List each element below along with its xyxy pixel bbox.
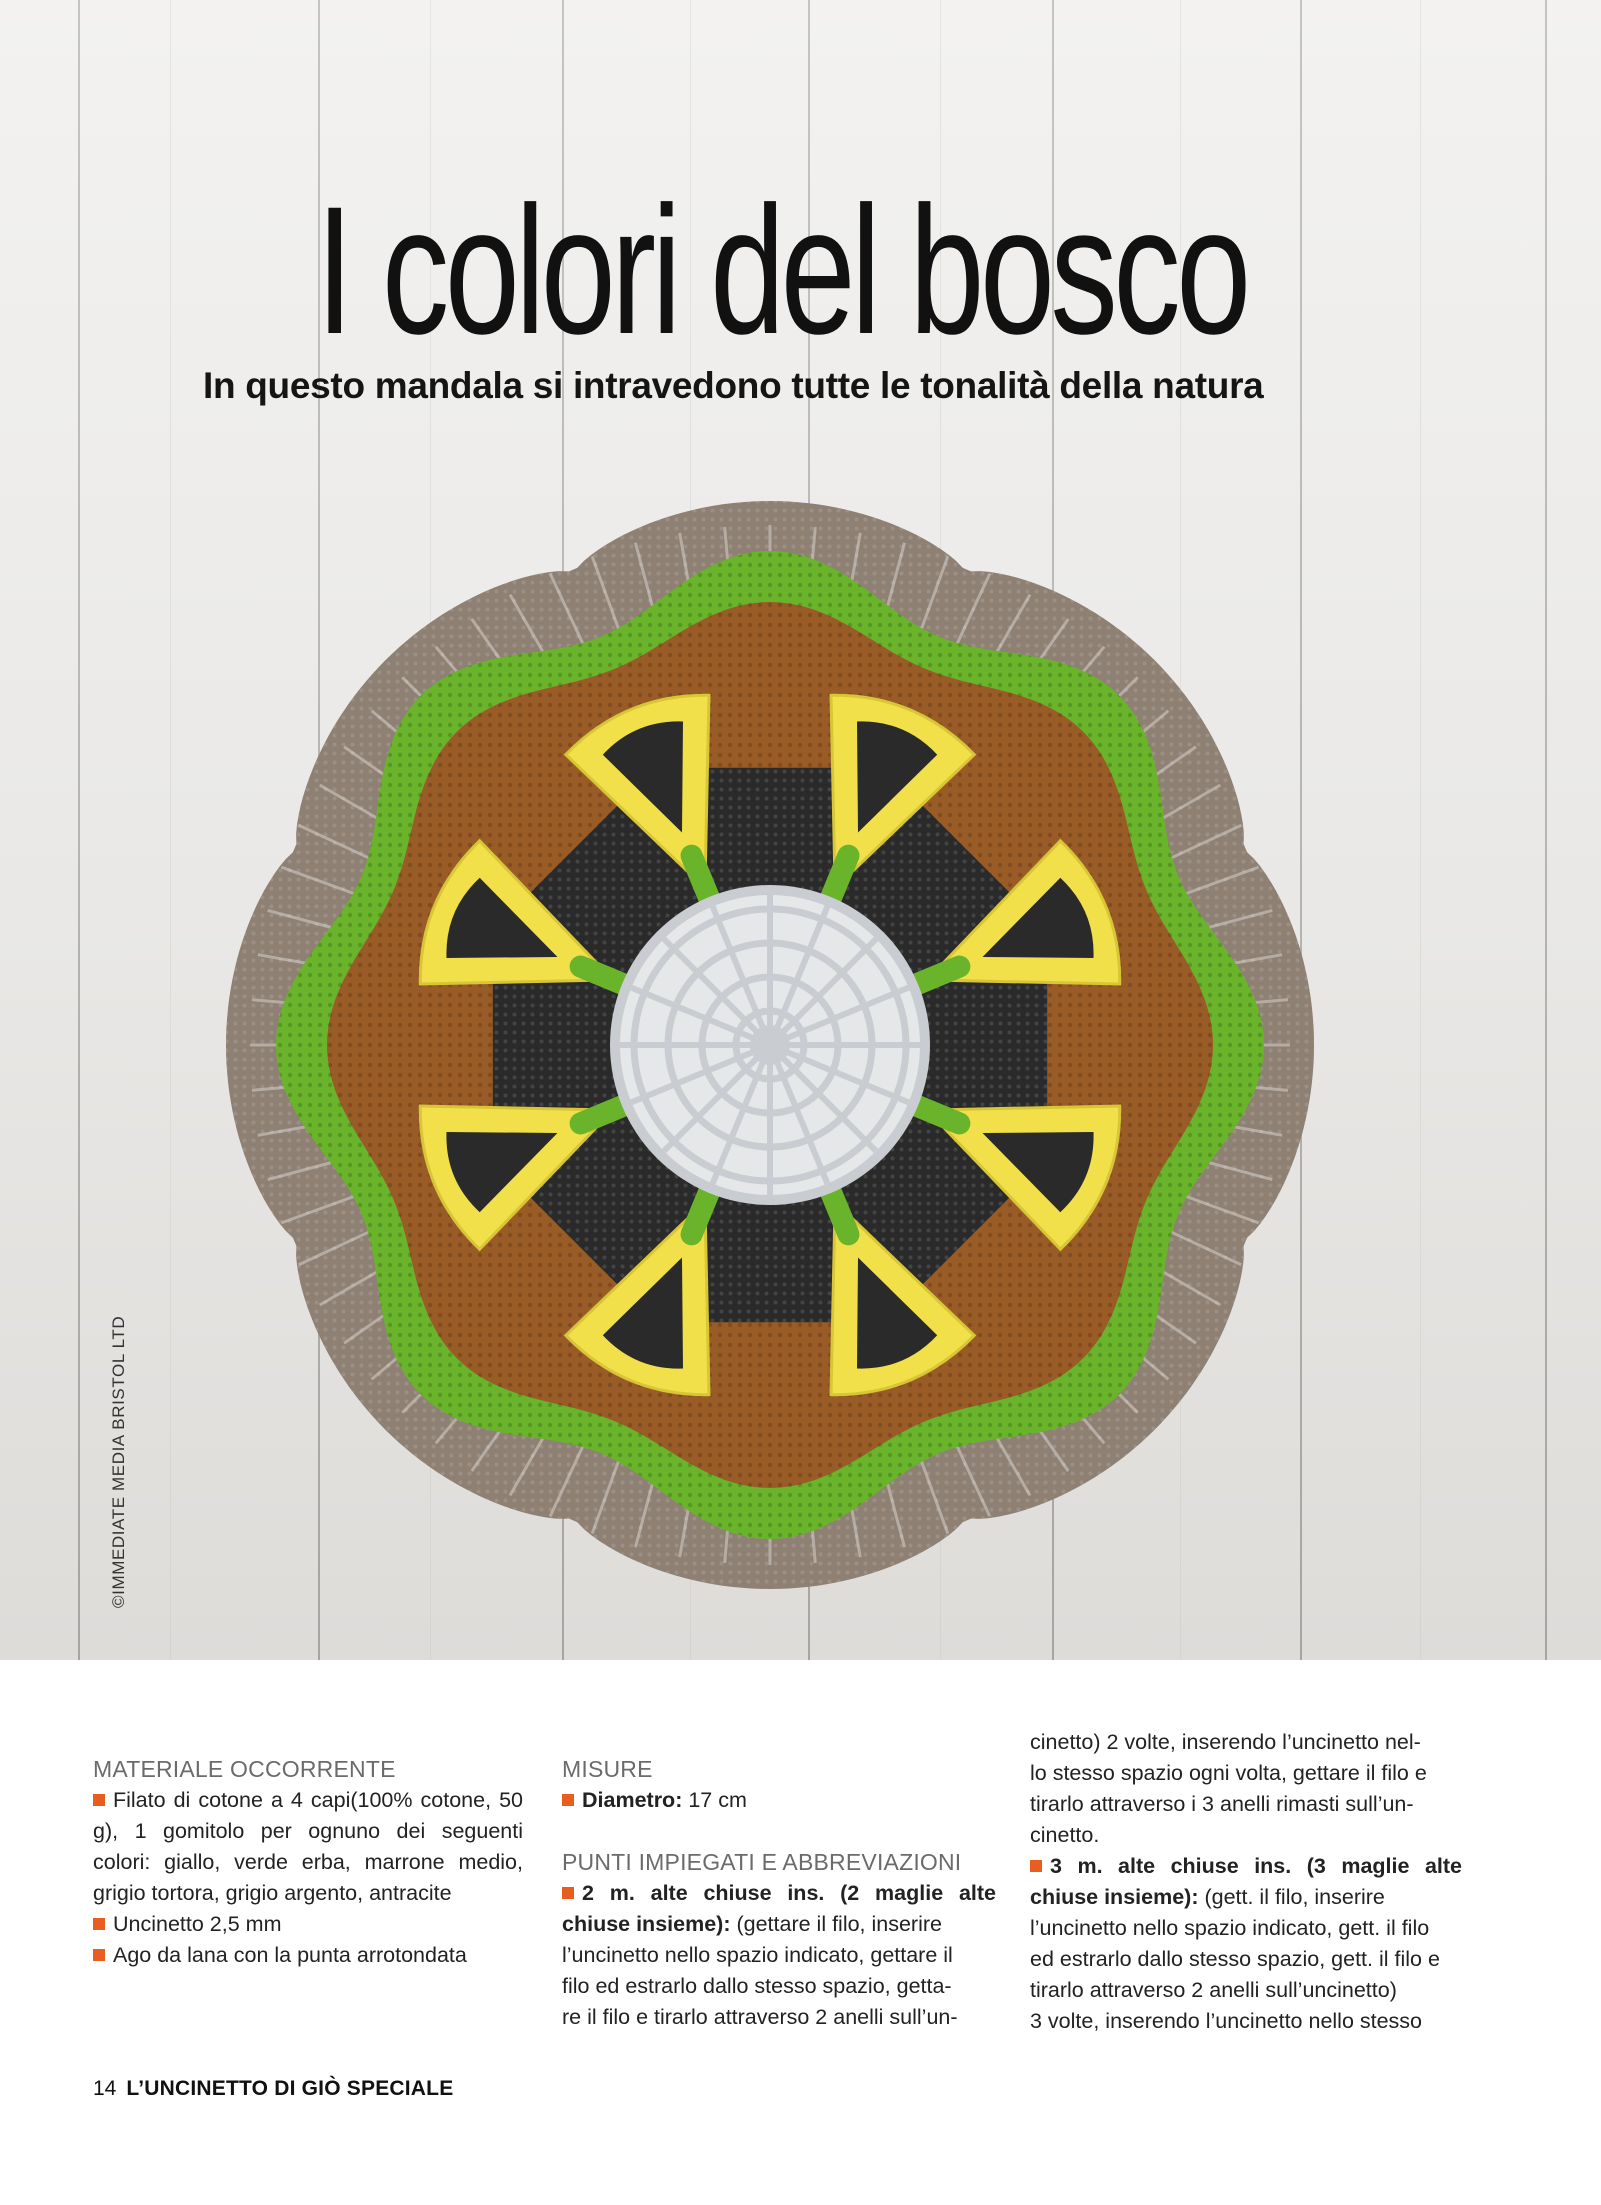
bullet-square-icon: [562, 1794, 574, 1806]
measures-item: Diametro: 17 cm: [562, 1785, 996, 1816]
materials-item: Filato di cotone a 4 capi(100% cotone, 50 g), 1 gomitolo per ognuno dei seguenti colori: giallo, verde erba, marrone medio, grigio tortora, grigio argento, antracite: [93, 1788, 523, 1905]
stitch-item-1-line: filo ed estrarlo dallo stesso spazio, getta-: [562, 1974, 952, 1998]
measures-heading: MISURE: [562, 1756, 653, 1782]
stitch-item-1-line: l’uncinetto nello spazio indicato, gettare il: [562, 1943, 953, 1967]
page-title: I colori del bosco: [316, 168, 1247, 372]
page-footer: [93, 2077, 453, 2101]
stitch-item-2-line: l’uncinetto nello spazio indicato, gett. il filo: [1030, 1916, 1430, 1940]
stitch-item-2-line: tirarlo attraverso 2 anelli sull’uncinetto): [1030, 1978, 1397, 2002]
bullet-square-icon: [93, 1794, 105, 1806]
silver-center: [610, 885, 930, 1205]
stitch-item-1-line: tirarlo attraverso i 3 anelli rimasti sull’un-: [1030, 1792, 1414, 1816]
materials-column: [93, 1754, 523, 1971]
stitch-item-1: 2 m. alte chiuse ins. (2 maglie alte chiuse insieme): (gettare il filo, inserire: [562, 1881, 996, 1936]
stitch-item-1-line: cinetto.: [1030, 1823, 1100, 1847]
bullet-square-icon: [93, 1949, 105, 1961]
magazine-name: L’UNCINETTO DI GIÒ SPECIALE: [126, 2077, 454, 2100]
stitches-heading: PUNTI IMPIEGATI E ABBREVIAZIONI: [562, 1849, 962, 1875]
stitch-item-2: 3 m. alte chiuse ins. (3 maglie alte chiuse insieme): (gett. il filo, inserire: [1030, 1854, 1462, 1909]
wood-grain: [1420, 0, 1421, 1660]
web-hub: [750, 1025, 790, 1065]
crochet-mandala-image: [195, 470, 1345, 1620]
bullet-square-icon: [93, 1918, 105, 1930]
wood-plank-seam: [78, 0, 80, 1660]
photo-credit: ©IMMEDIATE MEDIA BRISTOL LTD: [109, 1315, 128, 1608]
stitch-item-1-line: cinetto) 2 volte, inserendo l’uncinetto nel-: [1030, 1730, 1421, 1754]
page-number: 14: [93, 2077, 117, 2100]
wood-grain: [170, 0, 171, 1660]
materials-item: Ago da lana con la punta arrotondata: [93, 1940, 523, 1971]
materials-item: Uncinetto 2,5 mm: [93, 1909, 523, 1940]
materials-heading: MATERIALE OCCORRENTE: [93, 1756, 396, 1782]
stitch-item-2-line: 3 volte, inserendo l’uncinetto nello stesso: [1030, 2009, 1423, 2033]
stitch-item-1-line: re il filo e tirarlo attraverso 2 anelli sull’un-: [562, 2005, 958, 2029]
stitch-item-1-line: lo stesso spazio ogni volta, gettare il filo e: [1030, 1761, 1427, 1785]
wood-plank-seam: [1545, 0, 1547, 1660]
stitch-item-2-line: ed estrarlo dallo stesso spazio, gett. il filo e: [1030, 1947, 1440, 1971]
stitches-continued-column: [1030, 1727, 1462, 2037]
measures-stitches-column: [562, 1754, 996, 2033]
spacer: [562, 1816, 996, 1847]
bullet-square-icon: [562, 1887, 574, 1899]
page-subtitle: In questo mandala si intravedono tutte le tonalità della natura: [203, 365, 1264, 406]
bullet-square-icon: [1030, 1860, 1042, 1872]
